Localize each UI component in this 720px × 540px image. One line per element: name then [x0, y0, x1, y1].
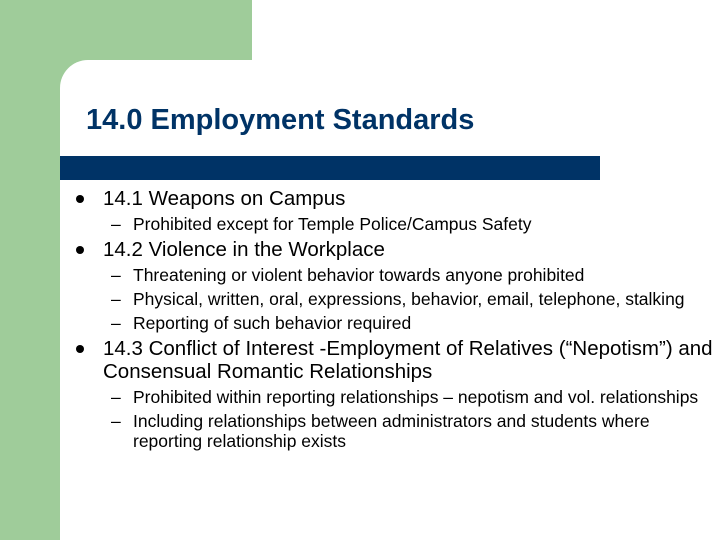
dash-icon: –	[111, 265, 121, 285]
bullet-dot-icon	[76, 195, 84, 203]
sub-bullet-list	[103, 265, 716, 333]
bullet-dot-icon	[76, 246, 84, 254]
section-heading: 14.1 Weapons on Campus	[103, 187, 346, 210]
sub-bullet-item	[103, 411, 716, 451]
bullet-dot-icon	[76, 345, 84, 353]
sub-bullet-item	[103, 313, 716, 333]
sub-bullet-text: Including relationships between administrators and students where reporting relationship exists	[133, 411, 650, 451]
sub-bullet-list	[103, 387, 716, 451]
sub-bullet-item	[103, 289, 716, 309]
sub-bullet-text: Physical, written, oral, expressions, behavior, email, telephone, stalking	[133, 289, 685, 309]
section-heading: 14.2 Violence in the Workplace	[103, 238, 385, 261]
sub-bullet-text: Reporting of such behavior required	[133, 313, 412, 333]
sub-bullet-text: Prohibited within reporting relationships – nepotism and vol. relationships	[133, 387, 699, 407]
section-heading: 14.3 Conflict of Interest -Employment of Relatives (“Nepotism”) and Consensual Romantic Relationships	[103, 337, 713, 383]
slide-title: 14.0 Employment Standards	[86, 104, 475, 136]
sub-bullet-item	[103, 214, 716, 234]
sub-bullet-item	[103, 265, 716, 285]
bullet-list	[76, 187, 716, 455]
sub-bullet-text: Prohibited except for Temple Police/Campus Safety	[133, 214, 532, 234]
dash-icon: –	[111, 214, 121, 234]
dash-icon: –	[111, 289, 121, 309]
dash-icon: –	[111, 411, 121, 431]
title-underline-bar	[60, 156, 600, 180]
bullet-section-weapons	[76, 187, 716, 234]
sub-bullet-list	[103, 214, 716, 234]
bullet-section-violence	[76, 238, 716, 333]
dash-icon: –	[111, 313, 121, 333]
dash-icon: –	[111, 387, 121, 407]
sub-bullet-text: Threatening or violent behavior towards anyone prohibited	[133, 265, 585, 285]
sub-bullet-item	[103, 387, 716, 407]
bullet-section-conflict-of-interest	[76, 337, 716, 451]
